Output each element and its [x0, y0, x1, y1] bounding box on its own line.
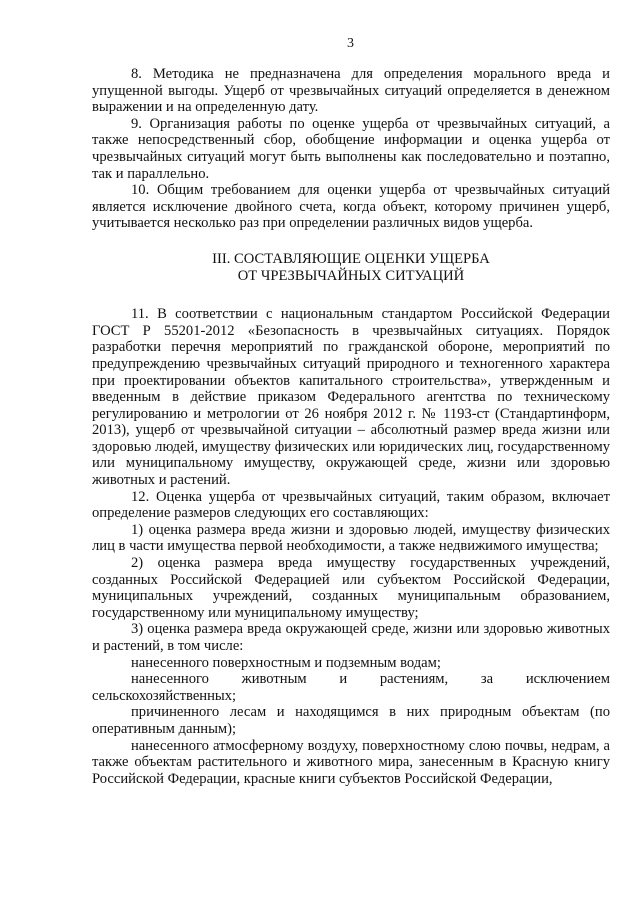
paragraph-9: 9. Организация работы по оценке ущерба от чрезвычайных ситуаций, а также непосредственный сбор, обобщение информации и оценка ущерба от чрезвычайных ситуаций могут быть выполнены как последовательно и поэтапно, так и параллельно. — [92, 115, 610, 182]
section-heading-line-2: ОТ ЧРЕЗВЫЧАЙНЫХ СИТУАЦИЙ — [237, 267, 465, 284]
paragraph-12: 12. Оценка ущерба от чрезвычайных ситуаций, таким образом, включает определение размеров следующих его составляющих: — [92, 488, 610, 522]
paragraph-10: 10. Общим требованием для оценки ущерба от чрезвычайных ситуаций является исключение двойного счета, когда объект, которому причинен ущерб, учитывается несколько раз при определении различных видов ущерба. — [92, 182, 610, 232]
list-item-3: 3) оценка размера вреда окружающей среде, жизни или здоровью животных и растений, в том числе: — [92, 621, 610, 654]
sub-item-forests: причиненного лесам и находящимся в них природным объектам (по оперативным данным); — [92, 704, 610, 737]
document-page — [92, 0, 610, 905]
sub-item-atmosphere: нанесенного атмосферному воздуху, поверхностному слою почвы, недрам, а также объектам растительного и животного мира, занесенным в Красную книгу Российской Федерации, красные книги субъектов Российской Федерации, — [92, 737, 610, 787]
list-item-1: 1) оценка размера вреда жизни и здоровью людей, имуществу физических лиц в части имущества первой необходимости, а также недвижимого имущества; — [92, 521, 610, 555]
document-body — [92, 66, 610, 787]
section-heading — [92, 251, 610, 284]
paragraph-11: 11. В соответствии с национальным стандартом Российской Федерации ГОСТ Р 55201-2012 «Безопасность в чрезвычайных ситуациях. Порядок разработки перечня мероприятий по гражданской обороне, мероприятий по предупреждению чрезвычайных ситуаций природного и техногенного характера при проектировании объектов капитального строительства», утвержденным и введенным в действие приказом Федерального агентства по техническому регулированию и метрологии от 26 ноября 2012 г. № 1193-ст (Стандартинформ, 2013), ущерб от чрезвычайной ситуации – абсолютный размер вреда жизни или здоровью людей, имуществу физических или юридических лиц, государственному или муниципальному имуществу, окружающей среде, жизни или здоровью животных и растений. — [92, 306, 610, 489]
sub-item-animals-plants: нанесенного животным и растениям, за исключением сельскохозяйственных; — [92, 671, 610, 704]
page-number: 3 — [347, 36, 354, 51]
sub-item-waters: нанесенного поверхностным и подземным водам; — [131, 654, 441, 671]
paragraph-8: 8. Методика не предназначена для определения морального вреда и упущенной выгоды. Ущерб от чрезвычайных ситуаций определяется в денежном выражении и на определенную дату. — [92, 66, 610, 116]
list-item-2: 2) оценка размера вреда имуществу государственных учреждений, созданных Российской Федерацией или субъектом Российской Федерации, муниципальных учреждений, созданных муниципальным образованием, государственному или муниципальному имуществу; — [92, 555, 610, 621]
section-heading-line-1: III. СОСТАВЛЯЮЩИЕ ОЦЕНКИ УЩЕРБА — [212, 250, 490, 267]
